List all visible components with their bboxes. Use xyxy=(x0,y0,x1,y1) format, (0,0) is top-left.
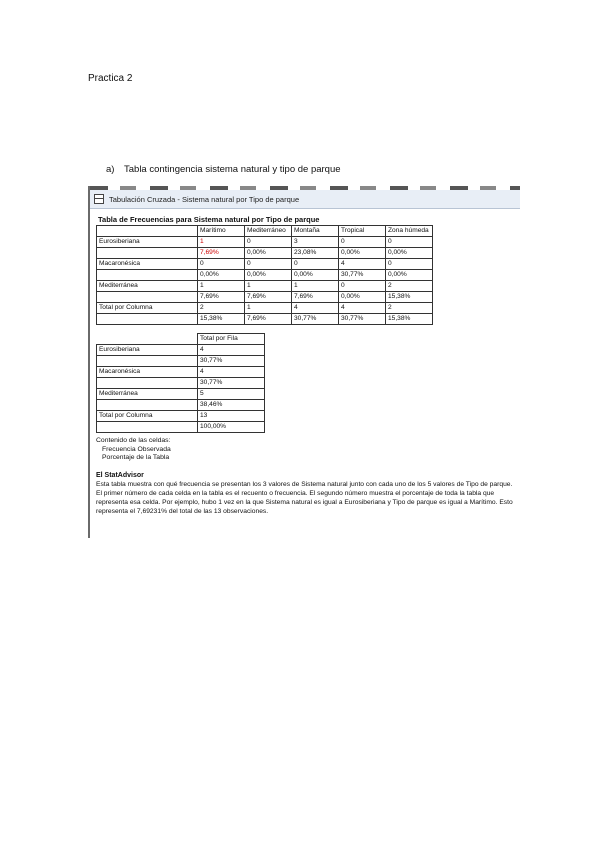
table-cell: 15,38% xyxy=(386,314,433,325)
table-cell: 100,00% xyxy=(198,422,265,433)
table-cell: 0 xyxy=(245,259,292,270)
table-row xyxy=(97,259,433,270)
section-heading-text: Tabla contingencia sistema natural y tipo de parque xyxy=(124,164,341,175)
table-row xyxy=(97,303,433,314)
row-label xyxy=(97,248,198,259)
table-cell: 0,00% xyxy=(386,270,433,281)
table-cell: 1 xyxy=(245,303,292,314)
table-cell: 0 xyxy=(339,281,386,292)
table-cell: 0 xyxy=(245,237,292,248)
column-header: Tropical xyxy=(339,226,386,237)
row-label: Total por Columna xyxy=(97,411,198,422)
table-cell: 1 xyxy=(245,281,292,292)
column-header: Montaña xyxy=(292,226,339,237)
table-row xyxy=(97,367,265,378)
cell-contents-title: Contenido de las celdas: xyxy=(96,437,171,444)
table-cell: 15,38% xyxy=(198,314,245,325)
table-cell: 0,00% xyxy=(292,270,339,281)
table-row xyxy=(97,345,265,356)
row-label: Mediterránea xyxy=(97,281,198,292)
table-icon xyxy=(94,194,104,204)
table-cell: 4 xyxy=(198,367,265,378)
table-cell: 3 xyxy=(292,237,339,248)
row-label xyxy=(97,292,198,303)
column-header: Total por Fila xyxy=(198,334,265,345)
table-row xyxy=(97,314,433,325)
table-cell: 0,00% xyxy=(198,270,245,281)
table-cell: 38,46% xyxy=(198,400,265,411)
table-row xyxy=(97,356,265,367)
row-label: Eurosiberiana xyxy=(97,345,198,356)
table-cell: 0 xyxy=(198,259,245,270)
table-cell: 0,00% xyxy=(339,248,386,259)
column-header: Mediterráneo xyxy=(245,226,292,237)
table-cell: 1 xyxy=(292,281,339,292)
table-cell: 0,00% xyxy=(245,270,292,281)
table-header-row xyxy=(97,226,433,237)
table-cell: 0 xyxy=(386,259,433,270)
row-totals-table xyxy=(96,333,265,433)
table-cell: 4 xyxy=(198,345,265,356)
row-label: Total por Columna xyxy=(97,303,198,314)
table-cell: 13 xyxy=(198,411,265,422)
table-cell: 7,69% xyxy=(198,248,245,259)
cell-contents-item: Frecuencia Observada xyxy=(102,445,171,453)
row-label xyxy=(97,378,198,389)
table-cell: 0 xyxy=(386,237,433,248)
window-title: Tabulación Cruzada - Sistema natural por Tipo de parque xyxy=(109,194,300,204)
table-cell: 0,00% xyxy=(386,248,433,259)
row-label: Macaronésica xyxy=(97,259,198,270)
table-cell: 30,77% xyxy=(198,356,265,367)
table-row xyxy=(97,248,433,259)
table-cell: 0,00% xyxy=(245,248,292,259)
row-label xyxy=(97,270,198,281)
row-label: Mediterránea xyxy=(97,389,198,400)
table-cell: 30,77% xyxy=(339,270,386,281)
table-row xyxy=(97,237,433,248)
frequency-table-title: Tabla de Frecuencias para Sistema natural por Tipo de parque xyxy=(98,215,320,224)
header-corner xyxy=(97,334,198,345)
table-cell: 4 xyxy=(339,303,386,314)
statadvisor-text: Esta tabla muestra con qué frecuencia se presentan los 3 valores de Sistema natural junto con cada uno de los 5 valores de Tipo de parque. El primer número de cada celda en la tabla es el recuento o frecuencia. El segundo número muestra el porcentaje de toda la tabla que representa esa celda. Por ejemplo, hubo 1 vez en la que Sistema natural es igual a Eurosiberiana y Tipo de parque es igual a Marítimo. Esto representa el 7,69231% del total de las 13 observaciones. xyxy=(96,480,513,515)
row-label xyxy=(97,400,198,411)
table-cell: 7,69% xyxy=(292,292,339,303)
row-label xyxy=(97,314,198,325)
table-cell: 23,08% xyxy=(292,248,339,259)
table-cell: 30,77% xyxy=(292,314,339,325)
table-cell: 1 xyxy=(198,281,245,292)
table-row xyxy=(97,292,433,303)
document-title: Practica 2 xyxy=(88,73,133,84)
statadvisor-title: El StatAdvisor xyxy=(96,471,144,479)
table-row xyxy=(97,411,265,422)
table-row xyxy=(97,270,433,281)
table-row xyxy=(97,422,265,433)
table-row xyxy=(97,389,265,400)
table-cell: 7,69% xyxy=(198,292,245,303)
table-cell: 30,77% xyxy=(198,378,265,389)
table-cell: 4 xyxy=(292,303,339,314)
table-row xyxy=(97,400,265,411)
section-marker: a) xyxy=(106,164,115,175)
table-cell: 7,69% xyxy=(245,292,292,303)
table-cell: 1 xyxy=(198,237,245,248)
window-titlebar[interactable] xyxy=(90,190,520,209)
table-cell: 7,69% xyxy=(245,314,292,325)
table-cell: 4 xyxy=(339,259,386,270)
cell-contents-item: Porcentaje de la Tabla xyxy=(102,454,170,461)
table-cell: 0 xyxy=(292,259,339,270)
row-label: Eurosiberiana xyxy=(97,237,198,248)
table-cell: 0,00% xyxy=(339,292,386,303)
table-cell: 2 xyxy=(198,303,245,314)
table-cell: 15,38% xyxy=(386,292,433,303)
table-cell: 30,77% xyxy=(339,314,386,325)
cell-contents-legend xyxy=(96,437,514,463)
table-header-row xyxy=(97,334,265,345)
header-corner xyxy=(97,226,198,237)
window-content xyxy=(90,209,520,516)
table-row xyxy=(97,378,265,389)
column-header: Marítimo xyxy=(198,226,245,237)
section-heading xyxy=(106,164,341,175)
table-cell: 5 xyxy=(198,389,265,400)
table-cell: 2 xyxy=(386,281,433,292)
frequency-table xyxy=(96,225,433,325)
table-cell: 0 xyxy=(339,237,386,248)
row-label xyxy=(97,356,198,367)
row-label: Macaronésica xyxy=(97,367,198,378)
table-cell: 2 xyxy=(386,303,433,314)
crosstab-window xyxy=(88,186,520,538)
row-label xyxy=(97,422,198,433)
column-header: Zona húmeda xyxy=(386,226,433,237)
table-row xyxy=(97,281,433,292)
